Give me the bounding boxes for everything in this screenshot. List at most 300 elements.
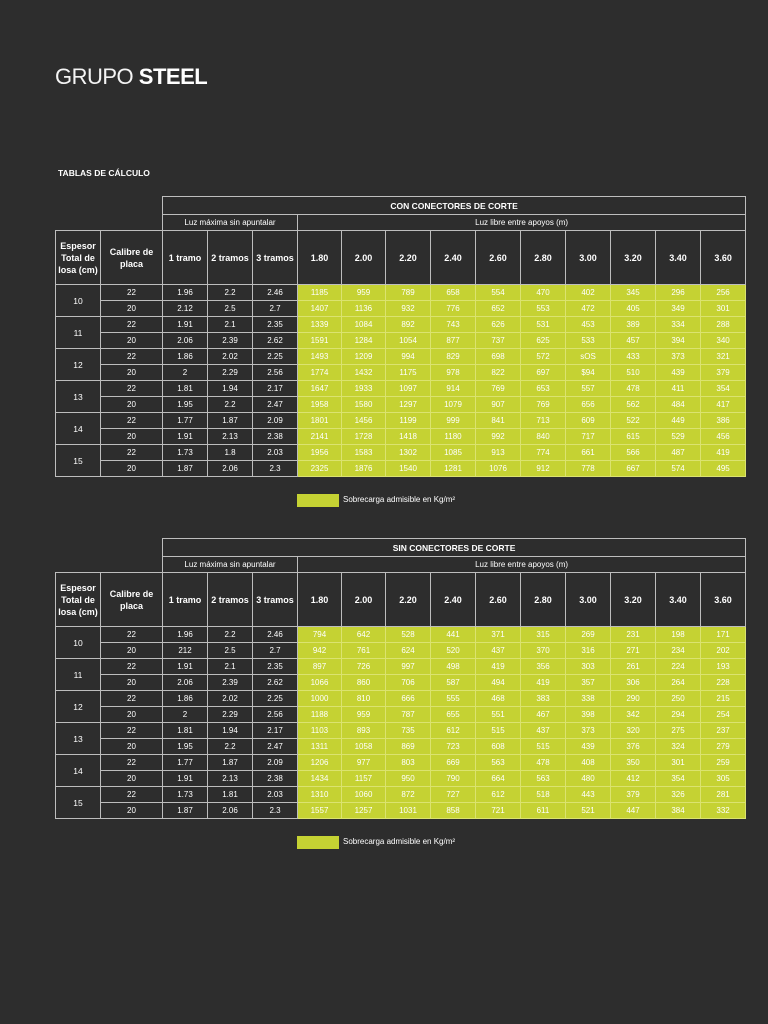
load-cell: 301 [656, 755, 701, 771]
load-cell: 1076 [476, 461, 521, 477]
load-cell: 653 [521, 381, 566, 397]
span-cell: 1.96 [163, 627, 208, 643]
span-cell: 2.3 [253, 461, 298, 477]
load-cell: 408 [566, 755, 611, 771]
column-header: 1 tramo [163, 231, 208, 285]
span-cell: 1.77 [163, 755, 208, 771]
table-sin-conectores [55, 538, 746, 819]
load-cell: 480 [566, 771, 611, 787]
span-cell: 2 [163, 707, 208, 723]
load-cell: 279 [701, 739, 746, 755]
load-cell: 1066 [298, 675, 342, 691]
span-cell: 2.46 [253, 285, 298, 301]
load-cell: 2325 [298, 461, 342, 477]
load-cell: 379 [611, 787, 656, 803]
table-row [56, 739, 746, 755]
load-cell: 554 [476, 285, 521, 301]
load-cell: 334 [656, 317, 701, 333]
load-cell: 234 [656, 643, 701, 659]
load-cell: 294 [656, 707, 701, 723]
gauge-cell: 22 [101, 755, 163, 771]
load-cell: 386 [701, 413, 746, 429]
load-cell: 624 [386, 643, 431, 659]
load-cell: 1257 [342, 803, 386, 819]
load-cell: 1310 [298, 787, 342, 803]
gauge-cell: 20 [101, 461, 163, 477]
load-cell: 405 [611, 301, 656, 317]
load-cell: 997 [386, 659, 431, 675]
load-cell: 912 [521, 461, 566, 477]
column-header: 3.60 [701, 573, 746, 627]
load-cell: 999 [431, 413, 476, 429]
load-cell: 698 [476, 349, 521, 365]
load-cell: 456 [701, 429, 746, 445]
load-cell: 342 [611, 707, 656, 723]
gauge-cell: 22 [101, 285, 163, 301]
load-cell: 345 [611, 285, 656, 301]
thickness-cell: 10 [56, 627, 101, 659]
load-cell: 370 [521, 643, 566, 659]
load-cell: 467 [521, 707, 566, 723]
load-cell: 794 [298, 627, 342, 643]
load-cell: 669 [431, 755, 476, 771]
load-cell: 1085 [431, 445, 476, 461]
load-cell: 769 [476, 381, 521, 397]
load-cell: 254 [701, 707, 746, 723]
load-cell: 787 [386, 707, 431, 723]
column-header: 3.00 [566, 573, 611, 627]
load-cell: 443 [566, 787, 611, 803]
load-cell: 275 [656, 723, 701, 739]
load-cell: 553 [521, 301, 566, 317]
span-cell: 2.56 [253, 365, 298, 381]
load-cell: 437 [476, 643, 521, 659]
gauge-cell: 20 [101, 397, 163, 413]
span-cell: 2.25 [253, 349, 298, 365]
load-cell: 198 [656, 627, 701, 643]
table-row [56, 707, 746, 723]
load-cell: 449 [656, 413, 701, 429]
load-cell: 1031 [386, 803, 431, 819]
gauge-cell: 22 [101, 317, 163, 333]
span-cell: 1.87 [163, 803, 208, 819]
load-cell: 439 [566, 739, 611, 755]
span-cell: 1.91 [163, 771, 208, 787]
span-cell: 1.77 [163, 413, 208, 429]
load-cell: 271 [611, 643, 656, 659]
load-cell: 326 [656, 787, 701, 803]
load-cell: 1557 [298, 803, 342, 819]
load-cell: 774 [521, 445, 566, 461]
column-header: 3.00 [566, 231, 611, 285]
blank-cell [56, 539, 163, 557]
load-cell: 256 [701, 285, 746, 301]
column-header: 3.40 [656, 231, 701, 285]
load-cell: 453 [566, 317, 611, 333]
table-row [56, 675, 746, 691]
load-cell: 478 [611, 381, 656, 397]
load-cell: 398 [566, 707, 611, 723]
load-cell: 305 [701, 771, 746, 787]
load-cell: 1774 [298, 365, 342, 381]
load-cell: $94 [566, 365, 611, 381]
table-row [56, 381, 746, 397]
table-row [56, 723, 746, 739]
load-cell: 625 [521, 333, 566, 349]
load-cell: 551 [476, 707, 521, 723]
span-cell: 2.62 [253, 333, 298, 349]
load-cell: 872 [386, 787, 431, 803]
load-cell: 354 [656, 771, 701, 787]
span-cell: 2.35 [253, 317, 298, 333]
load-cell: 321 [701, 349, 746, 365]
load-cell: 829 [431, 349, 476, 365]
load-cell: 224 [656, 659, 701, 675]
legend-text: Sobrecarga admisible en Kg/m² [343, 837, 456, 846]
load-cell: 626 [476, 317, 521, 333]
load-cell: 994 [386, 349, 431, 365]
span-cell: 2.09 [253, 755, 298, 771]
span-cell: 1.87 [163, 461, 208, 477]
group-label-unshored: Luz máxima sin apuntalar [163, 557, 298, 573]
load-cell: 1540 [386, 461, 431, 477]
load-cell: 563 [476, 755, 521, 771]
load-cell: 563 [521, 771, 566, 787]
load-cell: 727 [431, 787, 476, 803]
load-cell: 202 [701, 643, 746, 659]
load-cell: 495 [701, 461, 746, 477]
load-cell: 259 [701, 755, 746, 771]
span-cell: 2.1 [208, 659, 253, 675]
gauge-cell: 22 [101, 445, 163, 461]
table-row [56, 643, 746, 659]
load-cell: 776 [431, 301, 476, 317]
gauge-cell: 20 [101, 771, 163, 787]
table-row [56, 349, 746, 365]
column-header: Espesor Total de losa (cm) [56, 573, 101, 627]
load-cell: 652 [476, 301, 521, 317]
column-header: 3.60 [701, 231, 746, 285]
gauge-cell: 22 [101, 349, 163, 365]
span-cell: 2.56 [253, 707, 298, 723]
load-cell: 562 [611, 397, 656, 413]
load-cell: 237 [701, 723, 746, 739]
thickness-cell: 11 [56, 659, 101, 691]
load-cell: 735 [386, 723, 431, 739]
load-cell: 193 [701, 659, 746, 675]
load-cell: 1084 [342, 317, 386, 333]
table-row [56, 333, 746, 349]
span-cell: 2.13 [208, 771, 253, 787]
column-header: 2.20 [386, 231, 431, 285]
load-cell: 803 [386, 755, 431, 771]
thickness-cell: 14 [56, 755, 101, 787]
load-cell: 515 [476, 723, 521, 739]
blank-cell [56, 215, 163, 231]
column-header: 1.80 [298, 573, 342, 627]
span-cell: 2.12 [163, 301, 208, 317]
load-cell: 441 [431, 627, 476, 643]
thickness-cell: 14 [56, 413, 101, 445]
load-cell: 324 [656, 739, 701, 755]
span-cell: 1.94 [208, 723, 253, 739]
section-title: TABLAS DE CÁLCULO [58, 168, 150, 178]
load-cell: 959 [342, 285, 386, 301]
load-cell: 914 [431, 381, 476, 397]
column-header: Calibre de placa [101, 573, 163, 627]
load-cell: 296 [656, 285, 701, 301]
load-cell: 419 [521, 675, 566, 691]
load-cell: 1206 [298, 755, 342, 771]
gauge-cell: 20 [101, 333, 163, 349]
group-label-span: Luz libre entre apoyos (m) [298, 557, 746, 573]
load-cell: 572 [521, 349, 566, 365]
load-cell: 1103 [298, 723, 342, 739]
column-header: 3 tramos [253, 231, 298, 285]
span-cell: 2.25 [253, 691, 298, 707]
column-header: 2.60 [476, 573, 521, 627]
span-cell: 1.81 [208, 787, 253, 803]
load-cell: 658 [431, 285, 476, 301]
load-cell: 478 [521, 755, 566, 771]
load-cell: 609 [566, 413, 611, 429]
load-cell: 1407 [298, 301, 342, 317]
load-cell: 841 [476, 413, 521, 429]
thickness-cell: 13 [56, 381, 101, 413]
span-cell: 2.13 [208, 429, 253, 445]
brand-name-bold: STEEL [138, 64, 208, 89]
load-cell: 913 [476, 445, 521, 461]
column-header: 2.00 [342, 573, 386, 627]
load-cell: 664 [476, 771, 521, 787]
load-cell: 666 [386, 691, 431, 707]
load-cell: 383 [521, 691, 566, 707]
column-header: 1 tramo [163, 573, 208, 627]
load-cell: 555 [431, 691, 476, 707]
column-header: 2.80 [521, 231, 566, 285]
load-cell: 437 [521, 723, 566, 739]
load-cell: 642 [342, 627, 386, 643]
load-cell: 376 [611, 739, 656, 755]
load-cell: 373 [566, 723, 611, 739]
load-cell: 860 [342, 675, 386, 691]
load-cell: 1054 [386, 333, 431, 349]
load-cell: 2141 [298, 429, 342, 445]
gauge-cell: 22 [101, 627, 163, 643]
load-cell: 1175 [386, 365, 431, 381]
table-row [56, 787, 746, 803]
blank-cell [56, 557, 163, 573]
load-cell: 1281 [431, 461, 476, 477]
gauge-cell: 20 [101, 429, 163, 445]
column-header: 3.40 [656, 573, 701, 627]
span-cell: 2.17 [253, 381, 298, 397]
load-cell: 373 [656, 349, 701, 365]
span-cell: 2.35 [253, 659, 298, 675]
span-cell: 1.81 [163, 723, 208, 739]
load-cell: 893 [342, 723, 386, 739]
load-cell: 522 [611, 413, 656, 429]
gauge-cell: 20 [101, 301, 163, 317]
span-cell: 2.62 [253, 675, 298, 691]
load-cell: 713 [521, 413, 566, 429]
span-cell: 2.38 [253, 771, 298, 787]
thickness-cell: 10 [56, 285, 101, 317]
column-header: 2.40 [431, 573, 476, 627]
load-cell: 932 [386, 301, 431, 317]
load-cell: 1418 [386, 429, 431, 445]
load-cell: sOS [566, 349, 611, 365]
span-cell: 1.8 [208, 445, 253, 461]
group-label-span: Luz libre entre apoyos (m) [298, 215, 746, 231]
load-cell: 231 [611, 627, 656, 643]
span-cell: 2.2 [208, 627, 253, 643]
load-cell: 977 [342, 755, 386, 771]
thickness-cell: 12 [56, 349, 101, 381]
load-cell: 726 [342, 659, 386, 675]
span-cell: 2.02 [208, 349, 253, 365]
table-group-row [56, 215, 746, 231]
load-cell: 706 [386, 675, 431, 691]
load-cell: 320 [611, 723, 656, 739]
load-cell: 761 [342, 643, 386, 659]
span-cell: 2.38 [253, 429, 298, 445]
span-cell: 2.39 [208, 333, 253, 349]
load-cell: 769 [521, 397, 566, 413]
span-cell: 1.81 [163, 381, 208, 397]
load-cell: 1079 [431, 397, 476, 413]
load-cell: 743 [431, 317, 476, 333]
column-header: 2.20 [386, 573, 431, 627]
load-cell: 667 [611, 461, 656, 477]
load-cell: 822 [476, 365, 521, 381]
column-header: 3.20 [611, 231, 656, 285]
thickness-cell: 11 [56, 317, 101, 349]
load-cell: 978 [431, 365, 476, 381]
load-cell: 487 [656, 445, 701, 461]
load-cell: 557 [566, 381, 611, 397]
load-cell: 394 [656, 333, 701, 349]
span-cell: 2.06 [163, 333, 208, 349]
load-cell: 521 [566, 803, 611, 819]
gauge-cell: 22 [101, 723, 163, 739]
load-cell: 315 [521, 627, 566, 643]
span-cell: 2.29 [208, 365, 253, 381]
span-cell: 1.95 [163, 739, 208, 755]
load-cell: 531 [521, 317, 566, 333]
load-cell: 992 [476, 429, 521, 445]
table-title: CON CONECTORES DE CORTE [163, 197, 746, 215]
gauge-cell: 20 [101, 707, 163, 723]
span-cell: 2 [163, 365, 208, 381]
gauge-cell: 20 [101, 643, 163, 659]
column-header: 2 tramos [208, 573, 253, 627]
thickness-cell: 12 [56, 691, 101, 723]
load-cell: 942 [298, 643, 342, 659]
brand-logo [55, 64, 207, 90]
load-cell: 840 [521, 429, 566, 445]
gauge-cell: 20 [101, 365, 163, 381]
load-cell: 566 [611, 445, 656, 461]
load-cell: 1000 [298, 691, 342, 707]
load-cell: 447 [611, 803, 656, 819]
load-cell: 661 [566, 445, 611, 461]
span-cell: 1.86 [163, 349, 208, 365]
load-cell: 371 [476, 627, 521, 643]
span-cell: 1.73 [163, 787, 208, 803]
load-cell: 737 [476, 333, 521, 349]
legend-swatch [297, 494, 339, 507]
gauge-cell: 22 [101, 787, 163, 803]
load-cell: 1933 [342, 381, 386, 397]
load-cell: 215 [701, 691, 746, 707]
load-cell: 723 [431, 739, 476, 755]
load-cell: 1434 [298, 771, 342, 787]
load-cell: 907 [476, 397, 521, 413]
load-cell: 316 [566, 643, 611, 659]
load-cell: 656 [566, 397, 611, 413]
load-cell: 528 [386, 627, 431, 643]
column-header: 2 tramos [208, 231, 253, 285]
table-row [56, 365, 746, 381]
load-cell: 1060 [342, 787, 386, 803]
span-cell: 2.06 [163, 675, 208, 691]
load-cell: 269 [566, 627, 611, 643]
span-cell: 1.91 [163, 317, 208, 333]
load-cell: 1456 [342, 413, 386, 429]
table-title-row [56, 539, 746, 557]
load-cell: 433 [611, 349, 656, 365]
span-cell: 1.86 [163, 691, 208, 707]
gauge-cell: 22 [101, 413, 163, 429]
load-cell: 1058 [342, 739, 386, 755]
load-cell: 354 [701, 381, 746, 397]
load-cell: 384 [656, 803, 701, 819]
table-group-row [56, 557, 746, 573]
span-cell: 1.95 [163, 397, 208, 413]
span-cell: 2.03 [253, 445, 298, 461]
span-cell: 2.47 [253, 739, 298, 755]
span-cell: 2.2 [208, 739, 253, 755]
load-cell: 897 [298, 659, 342, 675]
load-cell: 950 [386, 771, 431, 787]
table-row [56, 659, 746, 675]
load-cell: 1297 [386, 397, 431, 413]
column-header: 3.20 [611, 573, 656, 627]
load-cell: 612 [431, 723, 476, 739]
load-cell: 281 [701, 787, 746, 803]
load-cell: 389 [611, 317, 656, 333]
load-cell: 877 [431, 333, 476, 349]
load-cell: 1339 [298, 317, 342, 333]
column-header: 2.00 [342, 231, 386, 285]
load-cell: 1958 [298, 397, 342, 413]
load-cell: 615 [611, 429, 656, 445]
load-cell: 1647 [298, 381, 342, 397]
span-cell: 2.5 [208, 301, 253, 317]
span-cell: 2.02 [208, 691, 253, 707]
load-cell: 379 [701, 365, 746, 381]
load-cell: 1956 [298, 445, 342, 461]
load-cell: 419 [476, 659, 521, 675]
load-cell: 419 [701, 445, 746, 461]
load-cell: 1209 [342, 349, 386, 365]
load-cell: 357 [566, 675, 611, 691]
gauge-cell: 20 [101, 803, 163, 819]
column-header: 3 tramos [253, 573, 298, 627]
column-header: Calibre de placa [101, 231, 163, 285]
span-cell: 2.5 [208, 643, 253, 659]
